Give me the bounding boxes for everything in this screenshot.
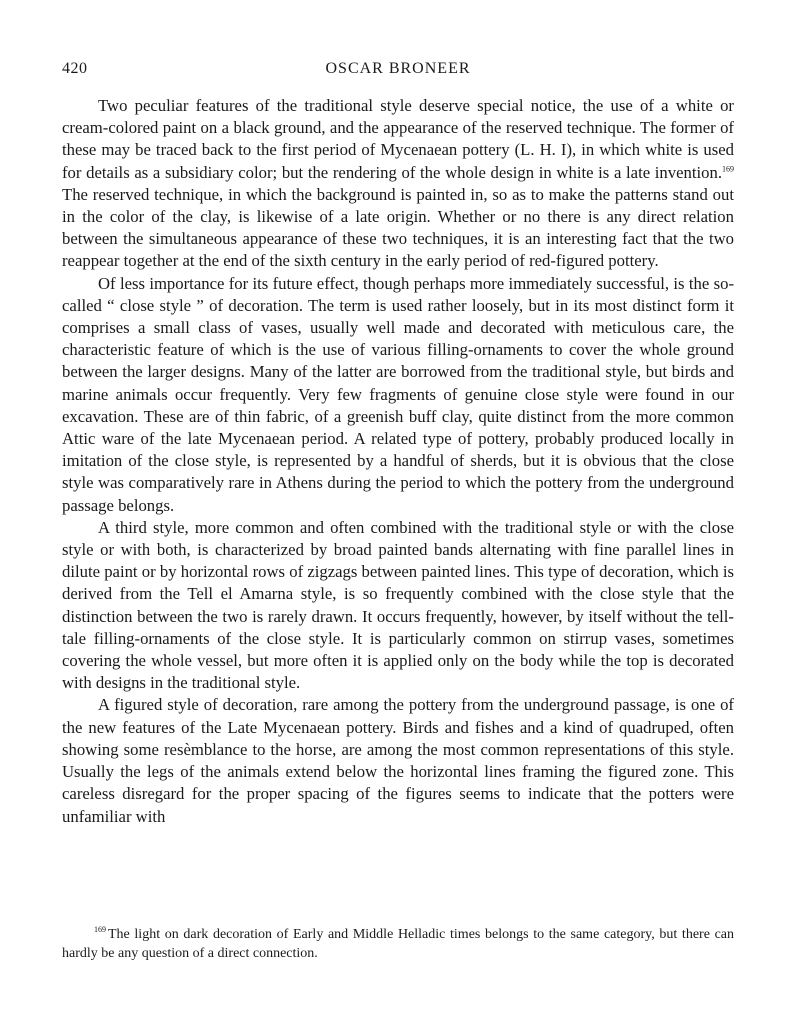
- running-title: OSCAR BRONEER: [325, 60, 471, 77]
- paragraph-1: [62, 95, 734, 273]
- footnote-number: 169: [94, 925, 106, 935]
- paragraph-4: A figured style of decoration, rare among the pottery from the underground passage, is one of the new features of the Late Mycenaean pottery. Birds and fishes and a kind of quadruped, often showing some resèmblance to the horse, are among the most common representations of this style. Usually the legs of the animals extend below the horizontal lines framing the figured zone. This careless disregard for the proper spacing of the figures seems to indicate that the potters were unfamiliar with: [62, 695, 734, 826]
- paragraph-2: Of less importance for its future effect, though perhaps more immediately successful, is the so-called “ close style ” of decoration. The term is used rather loosely, but in its most distinct form it comprises a small class of vases, usually well made and decorated with meticulous care, the characteristic feature of which is the use of various filling-ornaments to cover the whole ground between the larger designs. Many of the latter are borrowed from the traditional style, but birds and marine animals occur frequently. Very few fragments of genuine close style were found in our excavation. These are of thin fabric, of a greenish buff clay, quite distinct from the more common Attic ware of the late Mycenaean period. A related type of pottery, probably produced locally in imitation of the close style, is represented by a handful of sherds, but it is obvious that the close style was comparatively rare in Athens during the period to which the pottery from the underground passage belongs.: [62, 273, 734, 515]
- book-page: [62, 0, 734, 1024]
- footnote-169: [62, 925, 734, 963]
- footnotes: [62, 925, 734, 963]
- paragraph-1-text-after-note: The reserved technique, in which the background is painted in, so as to make the patterns stand out in the color of the clay, is likewise of a late origin. Whether or no there is any direct relation between the simultaneous appearance of these two techniques, it is an interesting fact that the two reappear together at the end of the sixth century in the early period of red-figured pottery.: [62, 184, 734, 271]
- paragraph-1-text-before-note: Two peculiar features of the traditional style deserve special notice, the use of a white or cream-colored paint on a black ground, and the appearance of the reserved technique. The former of these may be traced back to the first period of Mycenaean pottery (L. H. I), in which white is used for details as a subsidiary color; but the rendering of the whole design in white is a late invention.: [62, 96, 734, 182]
- footnote-reference-169: 169: [722, 164, 734, 174]
- running-head: [62, 60, 734, 82]
- paragraph-3: A third style, more common and often combined with the traditional style or with the close style or with both, is characterized by broad painted bands alternating with fine parallel lines in dilute paint or by horizontal rows of zigzags between painted lines. This type of decoration, which is derived from the Tell el Amarna style, is so frequently combined with the close style that the distinction between the two is rarely drawn. It occurs frequently, however, by itself without the tell-tale filling-ornaments of the close style. It is particularly common on stirrup vases, sometimes covering the whole vessel, but more often it is applied only on the body while the top is decorated with designs in the traditional style.: [62, 517, 734, 693]
- footnote-text: The light on dark decoration of Early and Middle Helladic times belongs to the same category, but there can hardly be any question of a direct connection.: [62, 927, 734, 961]
- body-text: [62, 95, 734, 828]
- page-number: 420: [62, 60, 88, 77]
